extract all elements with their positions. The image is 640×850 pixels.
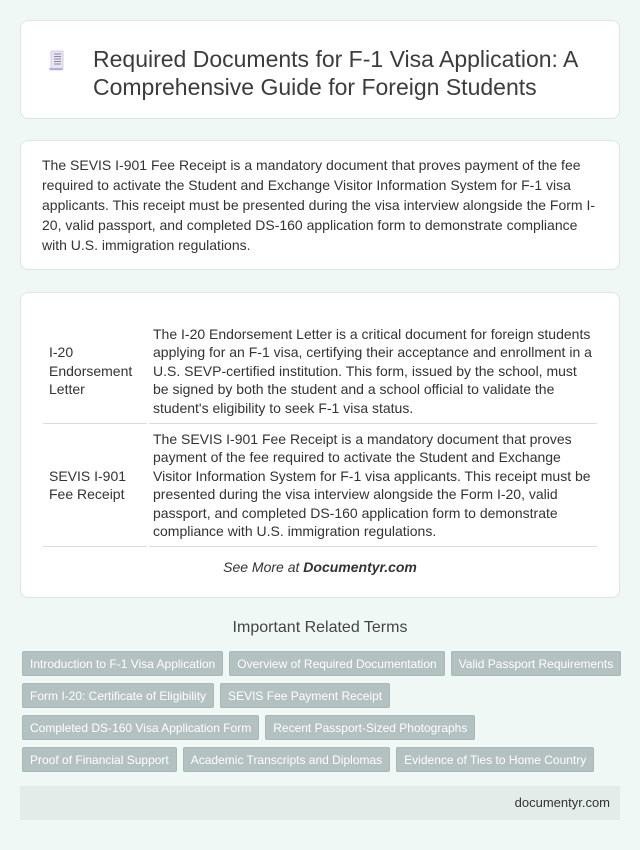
table-row	[43, 313, 597, 424]
related-terms-tags	[22, 651, 622, 772]
document-icon	[47, 50, 67, 72]
footer	[20, 786, 620, 820]
intro-text: The SEVIS I-901 Fee Receipt is a mandatory document that proves payment of the fee required to activate the Student and Exchange Visitor Information System for F-1 visa applicants. This receipt must be presented during the visa interview alongside the Form I-20, valid passport, and completed DS-160 application form to demonstrate compliance with U.S. immigration regulations.	[42, 157, 596, 253]
related-term-tag[interactable]: Recent Passport-Sized Photographs	[265, 715, 475, 740]
documents-table	[41, 313, 599, 547]
related-term-tag[interactable]: Valid Passport Requirements	[451, 651, 622, 676]
related-term-tag[interactable]: SEVIS Fee Payment Receipt	[220, 683, 390, 708]
related-term-tag[interactable]: Form I-20: Certificate of Eligibility	[22, 683, 214, 708]
related-term-tag[interactable]: Proof of Financial Support	[22, 747, 177, 772]
table-row	[43, 424, 597, 547]
footer-site-link[interactable]: documentyr.com	[514, 795, 610, 810]
related-term-tag[interactable]: Introduction to F-1 Visa Application	[22, 651, 223, 676]
related-term-tag[interactable]: Completed DS-160 Visa Application Form	[22, 715, 259, 740]
header-card	[20, 20, 620, 119]
see-more	[21, 559, 619, 575]
term-cell: I-20 Endorsement Letter	[43, 313, 147, 424]
related-term-tag[interactable]: Evidence of Ties to Home Country	[396, 747, 594, 772]
see-more-prefix: See More at	[223, 559, 304, 575]
description-cell: The I-20 Endorsement Letter is a critical document for foreign students applying for an F-1 visa, certifying their acceptance and enrollment in a U.S. SEVP-certified institution. This form, issued by the school, must be signed by both the student and a school official to validate the student's eligibility to seek F-1 visa status.	[149, 313, 597, 424]
related-term-tag[interactable]: Academic Transcripts and Diplomas	[183, 747, 390, 772]
term-cell: SEVIS I-901 Fee Receipt	[43, 424, 147, 547]
documents-table-card	[20, 292, 620, 598]
description-cell: The SEVIS I-901 Fee Receipt is a mandatory document that proves payment of the fee required to activate the Student and Exchange Visitor Information System for F-1 visa applicants. This receipt must be presented during the visa interview alongside the Form I-20, valid passport, and completed DS-160 application form to demonstrate compliance with U.S. immigration regulations.	[149, 424, 597, 547]
related-terms-title: Important Related Terms	[232, 619, 408, 636]
see-more-link[interactable]: Documentyr.com	[303, 559, 417, 575]
related-term-tag[interactable]: Overview of Required Documentation	[229, 651, 444, 676]
intro-card	[20, 140, 620, 270]
page-title: Required Documents for F-1 Visa Application: A Comprehensive Guide for Foreign Students	[93, 46, 578, 100]
